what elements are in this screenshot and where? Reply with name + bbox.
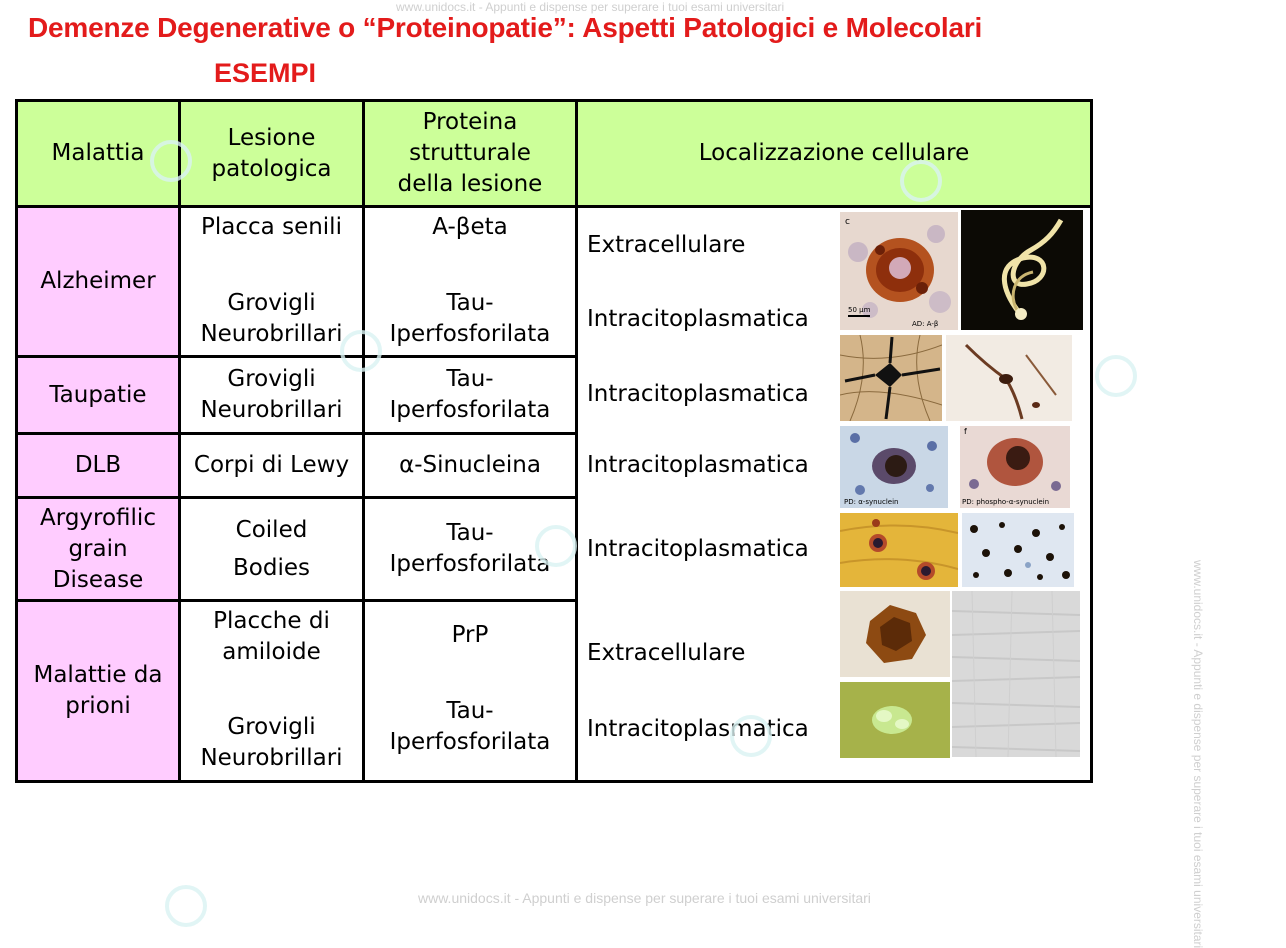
header-lesion: Lesione patologica [180,101,364,207]
loc-agd: Intracitoplasmatica [587,536,809,562]
page-subtitle: ESEMPI [214,58,317,88]
protein-prion: PrP Tau- Iperfosforilata [364,601,577,782]
table-row [17,207,1092,357]
tangle-dark-image [961,210,1083,330]
side-watermark: www.unidocs.it - Appunti e dispense per superare i tuoi esami universitari [1191,560,1205,948]
watermark-logo-icon [730,715,772,757]
tauopathy-light-image [946,335,1072,421]
header-localization: Localizzazione cellulare [577,101,1092,207]
loc-prion-1: Extracellulare [587,640,746,666]
header-protein: Proteina strutturale della lesione [364,101,577,207]
image-label-pd2: PD: phospho-α-synuclein [962,498,1050,506]
proteinopathies-table [15,99,1093,783]
image-label-c: c [845,217,850,227]
watermark-logo-icon [340,330,382,372]
disease-agd: Argyrofilic grain Disease [17,498,180,601]
watermark-logo-icon [900,160,942,202]
protein-taupatie: Tau- Iperfosforilata [364,357,577,434]
watermark-logo-icon [535,525,577,567]
watermark-logo-icon [150,140,192,182]
lesion-dlb: Corpi di Lewy [180,434,364,498]
prion-grey-image [952,591,1080,757]
loc-alz-2: Intracitoplasmatica [587,306,809,332]
agd-coiled-bodies-image [840,513,958,587]
lesion-agd: Coiled Bodies [180,498,364,601]
image-label-ad: AD: A-β [912,320,939,328]
image-label-f: f [964,427,967,436]
loc-dlb: Intracitoplasmatica [587,452,809,478]
agd-grains-image [962,513,1074,587]
pd-phospho-synuclein-image [960,426,1070,508]
prion-green-image [840,682,950,758]
image-label-pd1: PD: α-synuclein [844,498,899,506]
lesion-taupatie: Grovigli Neurobrillari [180,357,364,434]
disease-dlb: DLB [17,434,180,498]
protein-agd: Tau- Iperfosforilata [364,498,577,601]
watermark-logo-icon [1095,355,1137,397]
disease-alzheimer: Alzheimer [17,207,180,357]
header-watermark: www.unidocs.it - Appunti e dispense per superare i tuoi esami universitari [396,0,785,14]
page-title: Demenze Degenerative o “Proteinopatie”: Aspetti Patologici e Molecolari [28,12,983,43]
disease-taupatie: Taupatie [17,357,180,434]
localization-column [577,207,1092,782]
tauopathy-silver-image [840,335,942,421]
pd-synuclein-image [840,426,948,508]
image-scale-label: 50 µm [848,306,871,314]
protein-dlb: α-Sinucleina [364,434,577,498]
protein-alzheimer: A-βeta Tau- Iperfosforilata [364,207,577,357]
watermark-logo-icon [165,885,207,927]
loc-alz-1: Extracellulare [587,232,746,258]
footer-watermark: www.unidocs.it - Appunti e dispense per superare i tuoi esami universitari [418,890,871,906]
disease-prion: Malattie da prioni [17,601,180,782]
header-disease: Malattia [17,101,180,207]
loc-prion-2: Intracitoplasmatica [587,716,809,742]
lesion-alzheimer: Placca senili Grovigli Neurobrillari [180,207,364,357]
prion-plaque-image [840,591,950,677]
senile-plaque-image [840,212,958,330]
lesion-prion: Placche di amiloide Grovigli Neurobrillari [180,601,364,782]
loc-tau: Intracitoplasmatica [587,381,809,407]
